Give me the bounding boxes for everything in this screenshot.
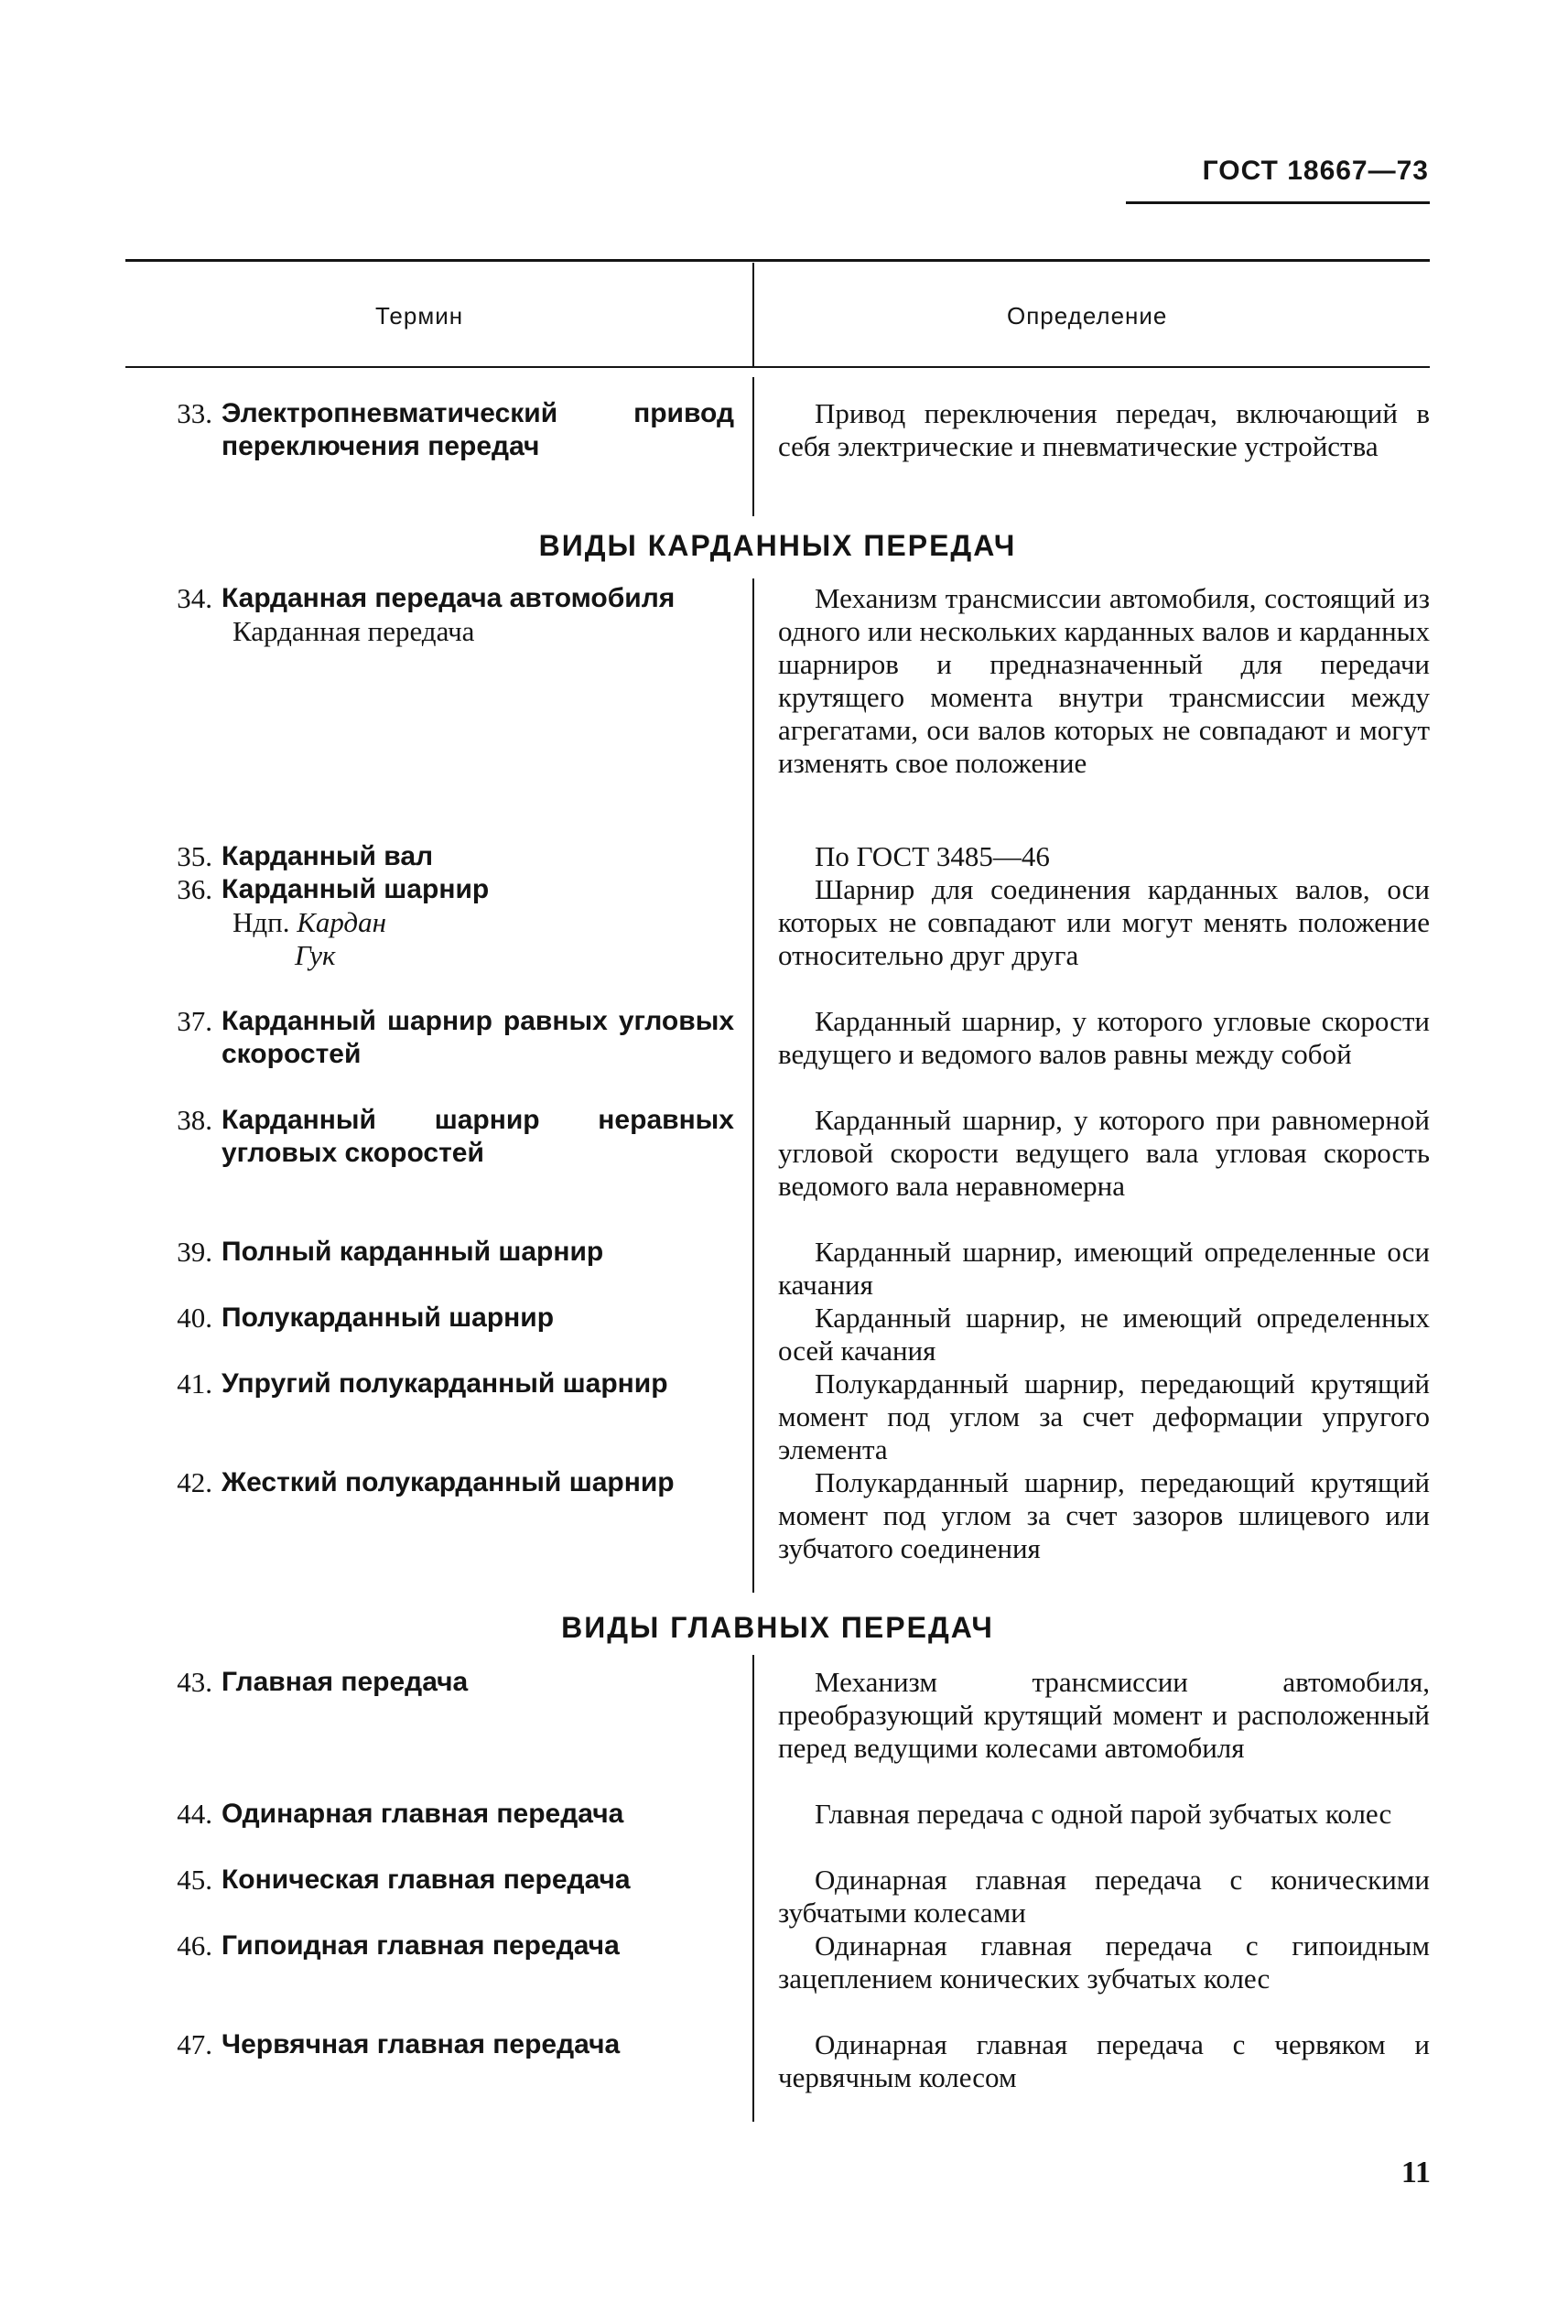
term-number: 44. xyxy=(177,1798,212,1830)
term-cell xyxy=(222,1236,734,1269)
term-name: Главная передача xyxy=(222,1667,469,1697)
term-name: Карданная передача автомобиля xyxy=(222,583,676,613)
standard-code-underline xyxy=(1126,201,1430,204)
term-definition: Одинарная главная передача с червяком и червячным колесом xyxy=(778,2028,1430,2093)
term-definition: Карданный шарнир, у которого угловые скорости ведущего и ведомого валов равны между собой xyxy=(778,1005,1430,1070)
term-definition: Шарнир для соединения карданных валов, оси которых не совпадают или могут менять положение относительно друг друга xyxy=(778,873,1430,971)
table-top-rule xyxy=(125,259,1430,262)
term-cell xyxy=(222,840,734,873)
term-name: Одинарная главная передача xyxy=(222,1799,624,1829)
term-number: 33. xyxy=(177,397,212,429)
term-name: Полукарданный шарнир xyxy=(222,1303,555,1333)
term-name: Жесткий полукарданный шарнир xyxy=(222,1467,675,1497)
term-definition: Привод переключения передач, включающий в себя электрические и пневматические устройства xyxy=(778,397,1430,462)
page-number: 11 xyxy=(1400,2156,1431,2189)
term-number: 45. xyxy=(177,1864,212,1896)
term-definition: Карданный шарнир, имеющий определенные оси качания xyxy=(778,1236,1430,1301)
term-definition: Карданный шарнир, не имеющий определенных осей качания xyxy=(778,1302,1430,1367)
term-number: 40. xyxy=(177,1302,212,1334)
term-definition: Полукарданный шарнир, передающий крутящий момент под углом за счет деформации упругого элемента xyxy=(778,1367,1430,1465)
term-number: 37. xyxy=(177,1005,212,1037)
header-column-divider xyxy=(752,263,754,366)
term-cell xyxy=(222,873,734,972)
term-definition: Полукарданный шарнир, передающий крутящий момент под углом за счет зазоров шлицевого или зубчатого соединения xyxy=(778,1466,1430,1564)
term-cell xyxy=(222,1104,734,1170)
term-name: Коническая главная передача xyxy=(222,1865,631,1895)
term-cell xyxy=(222,2028,734,2061)
term-synonym: Карданная передача xyxy=(232,615,475,647)
deprecated-label: Ндп. xyxy=(232,906,290,938)
term-number: 34. xyxy=(177,582,212,614)
section-title-main-gear: ВИДЫ ГЛАВНЫХ ПЕРЕДАЧ xyxy=(561,1611,994,1644)
standard-code: ГОСТ 18667—73 xyxy=(1202,156,1429,186)
term-cell xyxy=(222,1929,734,1962)
term-definition: Одинарная главная передача с коническими зубчатыми колесами xyxy=(778,1864,1430,1929)
term-definition: Карданный шарнир, у которого при равномерной угловой скорости ведущего вала угловая скорость ведомого вала неравномерна xyxy=(778,1104,1430,1202)
term-cell xyxy=(222,1466,734,1499)
deprecated-term: Гук xyxy=(295,939,336,971)
term-definition: Главная передача с одной парой зубчатых колес xyxy=(815,1798,1392,1830)
term-cell xyxy=(222,1864,734,1897)
column-header-definition: Определение xyxy=(1007,302,1168,330)
term-name: Упругий полукарданный шарнир xyxy=(222,1368,668,1399)
term-cell xyxy=(222,1666,734,1699)
term-definition: Механизм трансмиссии автомобиля, состоящий из одного или нескольких карданных валов и карданных шарниров и предназначенный для передачи крутящего момента внутри трансмиссии между агрегатами, оси валов которых не совпадают и могут изменять свое положение xyxy=(778,582,1430,779)
term-number: 35. xyxy=(177,840,212,872)
term-name: Карданный шарнир равных угловых скоростей xyxy=(222,1006,734,1069)
term-cell xyxy=(222,1798,734,1831)
term-number: 43. xyxy=(177,1666,212,1698)
term-name: Карданный шарнир неравных угловых скоростей xyxy=(222,1105,734,1168)
column-divider-3 xyxy=(752,1655,754,2122)
term-definition: Механизм трансмиссии автомобиля, преобразующий крутящий момент и расположенный перед ведущими колесами автомобиля xyxy=(778,1666,1430,1764)
deprecated-term-row xyxy=(222,906,734,939)
term-number: 38. xyxy=(177,1104,212,1136)
term-name: Червячная главная передача xyxy=(222,2029,621,2059)
column-divider-1 xyxy=(752,377,754,516)
term-number: 36. xyxy=(177,873,212,905)
term-cell xyxy=(222,582,734,648)
term-cell xyxy=(222,1367,734,1400)
term-number: 41. xyxy=(177,1367,212,1400)
term-name: Полный карданный шарнир xyxy=(222,1237,604,1267)
term-cell xyxy=(222,1005,734,1071)
section-title-cardan: ВИДЫ КАРДАННЫХ ПЕРЕДАЧ xyxy=(538,529,1017,562)
term-number: 42. xyxy=(177,1466,212,1498)
deprecated-term: Кардан xyxy=(297,906,386,938)
term-cell xyxy=(222,1302,734,1335)
column-header-term: Термин xyxy=(375,302,464,330)
term-name: Электропневматический привод переключения передач xyxy=(222,398,734,461)
table-header-bottom-rule xyxy=(125,366,1430,368)
term-name: Карданный вал xyxy=(222,841,434,871)
term-number: 46. xyxy=(177,1929,212,1962)
term-definition: Одинарная главная передача с гипоидным зацеплением конических зубчатых колес xyxy=(778,1929,1430,1994)
term-definition: По ГОСТ 3485—46 xyxy=(815,840,1050,872)
term-number: 39. xyxy=(177,1236,212,1268)
term-name: Карданный шарнир xyxy=(222,874,490,904)
term-cell xyxy=(222,397,734,463)
term-number: 47. xyxy=(177,2028,212,2060)
term-name: Гипоидная главная передача xyxy=(222,1930,620,1961)
column-divider-2 xyxy=(752,578,754,1593)
